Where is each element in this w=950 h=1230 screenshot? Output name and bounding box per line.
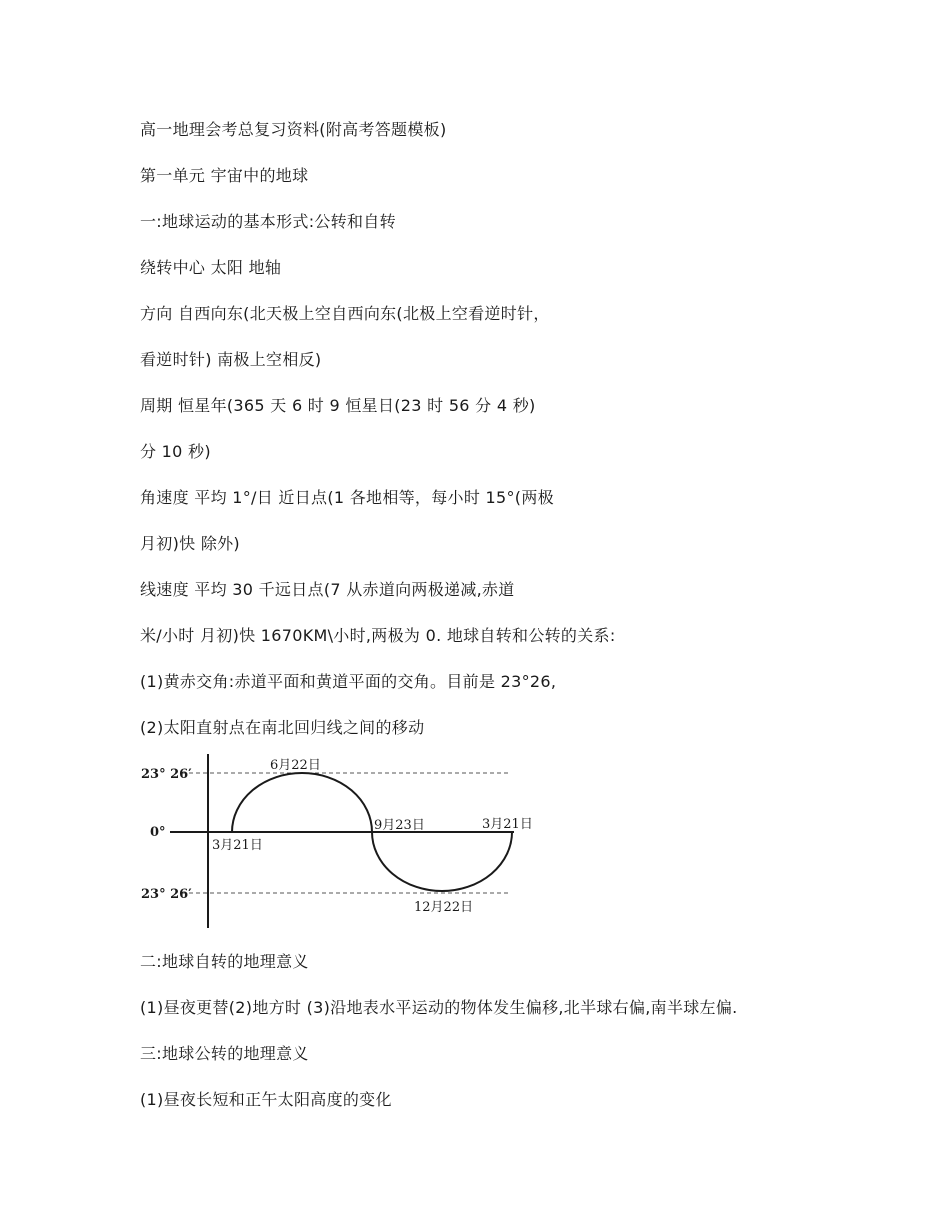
text-line: 看逆时针) 南极上空相反) (140, 350, 322, 369)
migration-diagram-svg (138, 752, 548, 932)
text-line: 线速度 平均 30 千远日点(7 从赤道向两极递减,赤道 (140, 580, 515, 599)
text-line: (1)昼夜更替(2)地方时 (3)沿地表水平运动的物体发生偏移,北半球右偏,南半球左偏. (140, 998, 738, 1017)
text-line: 米/小时 月初)快 1670KM\小时,两极为 0. 地球自转和公转的关系: (140, 626, 616, 645)
text-line: (1)黄赤交角:赤道平面和黄道平面的交角。目前是 23°26, (140, 672, 557, 691)
text-line: 分 10 秒) (140, 442, 211, 461)
label-equator: 0° (150, 825, 166, 840)
label-june-22: 6月22日 (270, 758, 321, 773)
label-december-22: 12月22日 (414, 900, 474, 915)
label-north-tropic: 23° 26′ (141, 767, 192, 782)
document-title: 高一地理会考总复习资料(附高考答题模板) (140, 120, 447, 139)
label-september-23: 9月23日 (374, 818, 425, 833)
label-march-21-start: 3月21日 (212, 838, 263, 853)
label-march-21-end: 3月21日 (482, 817, 533, 832)
text-line: 二:地球自转的地理意义 (140, 952, 309, 971)
label-south-tropic: 23° 26′ (141, 887, 192, 902)
text-line: (1)昼夜长短和正午太阳高度的变化 (140, 1090, 392, 1109)
text-line: 角速度 平均 1°/日 近日点(1 各地相等，每小时 15°(两极 (140, 488, 554, 507)
text-line: (2)太阳直射点在南北回归线之间的移动 (140, 718, 425, 737)
text-line: 三:地球公转的地理意义 (140, 1044, 309, 1063)
text-line: 一:地球运动的基本形式:公转和自转 (140, 212, 396, 231)
text-line: 周期 恒星年(365 天 6 时 9 恒星日(23 时 56 分 4 秒) (140, 396, 536, 415)
text-line: 月初)快 除外) (140, 534, 240, 553)
unit-heading: 第一单元 宇宙中的地球 (140, 166, 309, 185)
subsolar-point-migration-figure (138, 752, 548, 932)
text-line: 绕转中心 太阳 地轴 (140, 258, 282, 277)
text-line: 方向 自西向东(北天极上空自西向东(北极上空看逆时针， (140, 304, 550, 323)
